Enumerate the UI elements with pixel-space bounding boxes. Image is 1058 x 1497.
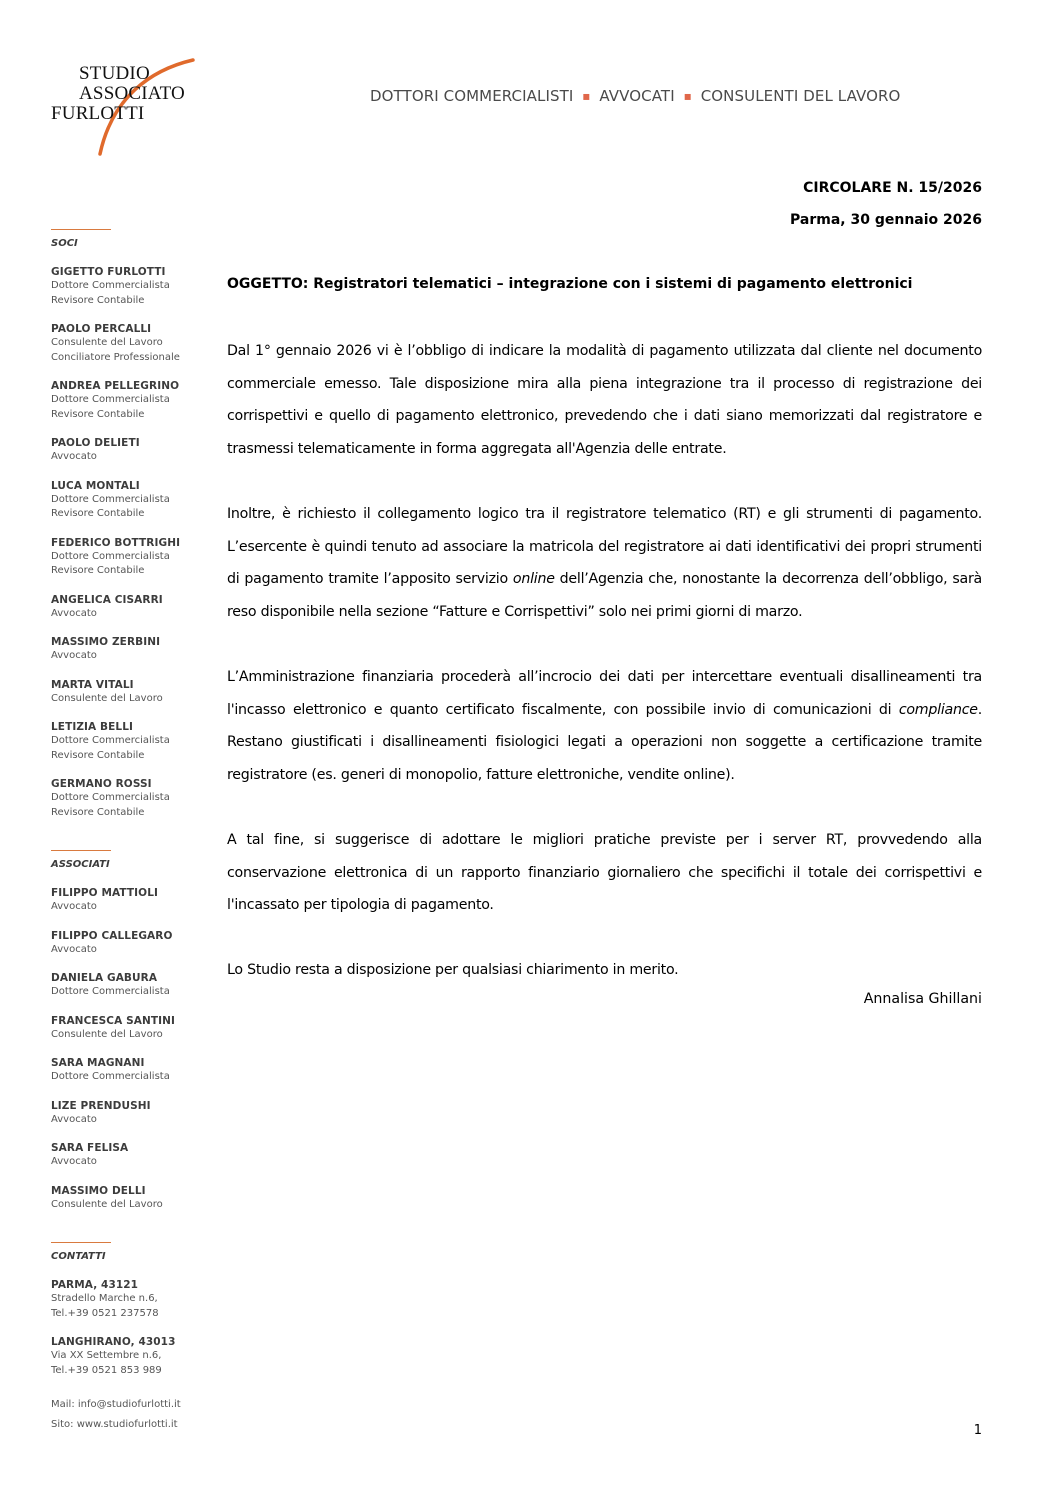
subject-label: OGGETTO: (227, 276, 309, 292)
person-role: Revisore Contabile (51, 508, 145, 519)
person-name: PAOLO DELIETI (51, 437, 140, 449)
associati-list (51, 886, 211, 1212)
associati-section (51, 850, 211, 1212)
tagline-separator-icon: ▪ (582, 89, 591, 103)
person-entry (51, 322, 211, 365)
contact-mail[interactable]: Mail: info@studiofurlotti.it (51, 1399, 181, 1410)
person-name: MASSIMO DELLI (51, 1184, 146, 1197)
person-name: LETIZIA BELLI (51, 721, 133, 733)
person-role: Revisore Contabile (51, 806, 145, 818)
person-role: Avvocato (51, 1113, 97, 1125)
person-entry (51, 886, 211, 915)
person-role: Avvocato (51, 607, 97, 619)
place-date: Parma, 30 gennaio 2026 (790, 212, 982, 228)
tagline-separator-icon: ▪ (683, 89, 692, 103)
person-entry (51, 436, 211, 465)
person-entry (51, 1014, 211, 1043)
person-entry (51, 929, 211, 958)
person-role: Avvocato (51, 901, 97, 912)
paragraph: A tal fine, si suggerisce di adottare le migliori pratiche previste per i server RT, provvedendo alla conservazione elettronica di un rapporto finanziario giornaliero che specifichi il totale dei corrispettivi e l'incassato per tipologia di pagamento. (227, 831, 982, 914)
person-entry (51, 1184, 211, 1213)
section-title: SOCI (51, 238, 78, 249)
person-role: Avvocato (51, 943, 97, 955)
logo-line-3: FURLOTTI (51, 103, 145, 124)
subject-text: Registratori telematici – integrazione con i sistemi di pagamento elettronici (308, 276, 913, 292)
office-name: LANGHIRANO, 43013 (51, 1336, 176, 1348)
section-divider (51, 229, 111, 230)
person-role: Dottore Commercialista (51, 394, 170, 405)
person-role: Conciliatore Professionale (51, 351, 180, 363)
paragraph (227, 498, 982, 628)
person-role: Avvocato (51, 451, 97, 462)
office-address: Stradello Marche n.6, (51, 1293, 158, 1304)
office-name: PARMA, 43121 (51, 1279, 139, 1291)
paragraph-text: Inoltre, è richiesto il collegamento logico tra il registratore telematico (RT) e gli strumenti di pagamento. L’esercente è quindi tenuto ad associare la matricola del registratore ai dati identificativi dei propri strumenti di pagamento tramite l’apposito servizio (227, 505, 982, 588)
paragraph (227, 661, 982, 791)
person-entry (51, 678, 211, 707)
person-role: Dottore Commercialista (51, 280, 170, 291)
person-entry (51, 593, 211, 622)
person-role: Dottore Commercialista (51, 986, 170, 997)
paragraph: Dal 1° gennaio 2026 vi è l’obbligo di indicare la modalità di pagamento utilizzata dal cliente nel documento commerciale emesso. Tale disposizione mira alla piena integrazione tra il processo di registrazione dei corrispettivi e quello di pagamento elettronico, prevedendo che i dati siano memorizzati dal registratore e trasmessi telematicamente in forma aggregata all'Agenzia delle entrate. (227, 343, 982, 457)
person-name: FILIPPO CALLEGARO (51, 929, 173, 942)
person-entry (51, 635, 211, 664)
person-role: Consulente del Lavoro (51, 1028, 163, 1040)
contatti-section (51, 1242, 211, 1432)
person-name: SARA MAGNANI (51, 1057, 145, 1069)
person-role: Avvocato (51, 650, 97, 661)
person-entry (51, 479, 211, 522)
person-name: ANDREA PELLEGRINO (51, 380, 180, 392)
person-name: GIGETTO FURLOTTI (51, 266, 166, 278)
office-phone: Tel.+39 0521 237578 (51, 1307, 159, 1319)
logo-line-1: STUDIO (79, 63, 150, 84)
person-role: Consulente del Lavoro (51, 337, 163, 348)
person-entry (51, 1099, 211, 1128)
contact-site[interactable]: Sito: www.studiofurlotti.it (51, 1419, 178, 1430)
person-role: Revisore Contabile (51, 408, 145, 420)
tagline-part: AVVOCATI (599, 87, 675, 105)
person-role: Revisore Contabile (51, 294, 145, 306)
subject-line (227, 276, 912, 292)
office-phone: Tel.+39 0521 853 989 (51, 1364, 162, 1376)
section-title: CONTATTI (51, 1251, 106, 1262)
person-entry (51, 379, 211, 422)
person-entry (51, 720, 211, 763)
letter-body (227, 335, 982, 987)
emphasis: online (512, 571, 555, 588)
page-number: 1 (973, 1423, 982, 1438)
person-role: Revisore Contabile (51, 749, 145, 761)
person-name: PAOLO PERCALLI (51, 323, 152, 335)
person-name: DANIELA GABURA (51, 972, 158, 984)
soci-list (51, 265, 211, 820)
paragraph-text: dell’Agenzia che, nonostante la decorrenza dell’obbligo, sarà reso disponibile nella sezione “Fatture e Corrispettivi” solo nei primi giorni di marzo. (227, 571, 982, 620)
person-entry (51, 265, 211, 308)
tagline-part: DOTTORI COMMERCIALISTI (370, 87, 574, 105)
person-entry (51, 777, 211, 820)
person-name: MASSIMO ZERBINI (51, 636, 161, 648)
person-name: FILIPPO MATTIOLI (51, 887, 159, 899)
office (51, 1335, 211, 1378)
person-role: Avvocato (51, 1156, 97, 1167)
firm-tagline (370, 87, 900, 105)
paragraph: Lo Studio resta a disposizione per qualsiasi chiarimento in merito. (227, 962, 679, 979)
paragraph-text: . Restano giustificati i disallineamenti fisiologici legati a operazioni non soggette a certificazione tramite registratore (es. generi di monopolio, fatture elettroniche, vendite online). (227, 701, 982, 783)
person-name: LIZE PRENDUSHI (51, 1099, 151, 1112)
soci-section (51, 229, 211, 820)
person-name: MARTA VITALI (51, 678, 134, 691)
person-entry (51, 1056, 211, 1085)
sidebar (51, 229, 211, 1432)
person-role: Dottore Commercialista (51, 550, 170, 562)
person-role: Dottore Commercialista (51, 493, 170, 505)
person-role: Consulente del Lavoro (51, 1198, 163, 1210)
person-name: ANGELICA CISARRI (51, 593, 163, 606)
person-name: GERMANO ROSSI (51, 778, 152, 790)
person-name: LUCA MONTALI (51, 479, 140, 492)
studio-logo (50, 58, 210, 158)
section-divider (51, 850, 111, 851)
circolare-number: CIRCOLARE N. 15/2026 (803, 180, 982, 196)
person-role: Dottore Commercialista (51, 735, 170, 746)
paragraph-text: L’Amministrazione finanziaria procederà all’incrocio dei dati per intercettare eventuali disallineamenti tra l'incasso elettronico e quanto certificato fiscalmente, con possibile invio di comunicazioni di (227, 668, 982, 718)
person-name: SARA FELISA (51, 1142, 129, 1154)
person-role: Dottore Commercialista (51, 1071, 170, 1082)
person-role: Dottore Commercialista (51, 792, 170, 803)
office-address: Via XX Settembre n.6, (51, 1350, 162, 1361)
person-entry (51, 971, 211, 1000)
emphasis: compliance (898, 701, 978, 718)
logo-line-2: ASSOCIATO (79, 83, 185, 104)
person-role: Consulente del Lavoro (51, 692, 163, 704)
person-entry (51, 1141, 211, 1170)
person-name: FEDERICO BOTTRIGHI (51, 536, 181, 549)
tagline-part: CONSULENTI DEL LAVORO (700, 87, 901, 105)
person-entry (51, 536, 211, 579)
person-role: Revisore Contabile (51, 565, 145, 576)
person-name: FRANCESCA SANTINI (51, 1014, 176, 1027)
section-divider (51, 1242, 111, 1243)
section-title: ASSOCIATI (51, 859, 110, 870)
signature: Annalisa Ghillani (863, 991, 982, 1007)
office (51, 1278, 211, 1321)
